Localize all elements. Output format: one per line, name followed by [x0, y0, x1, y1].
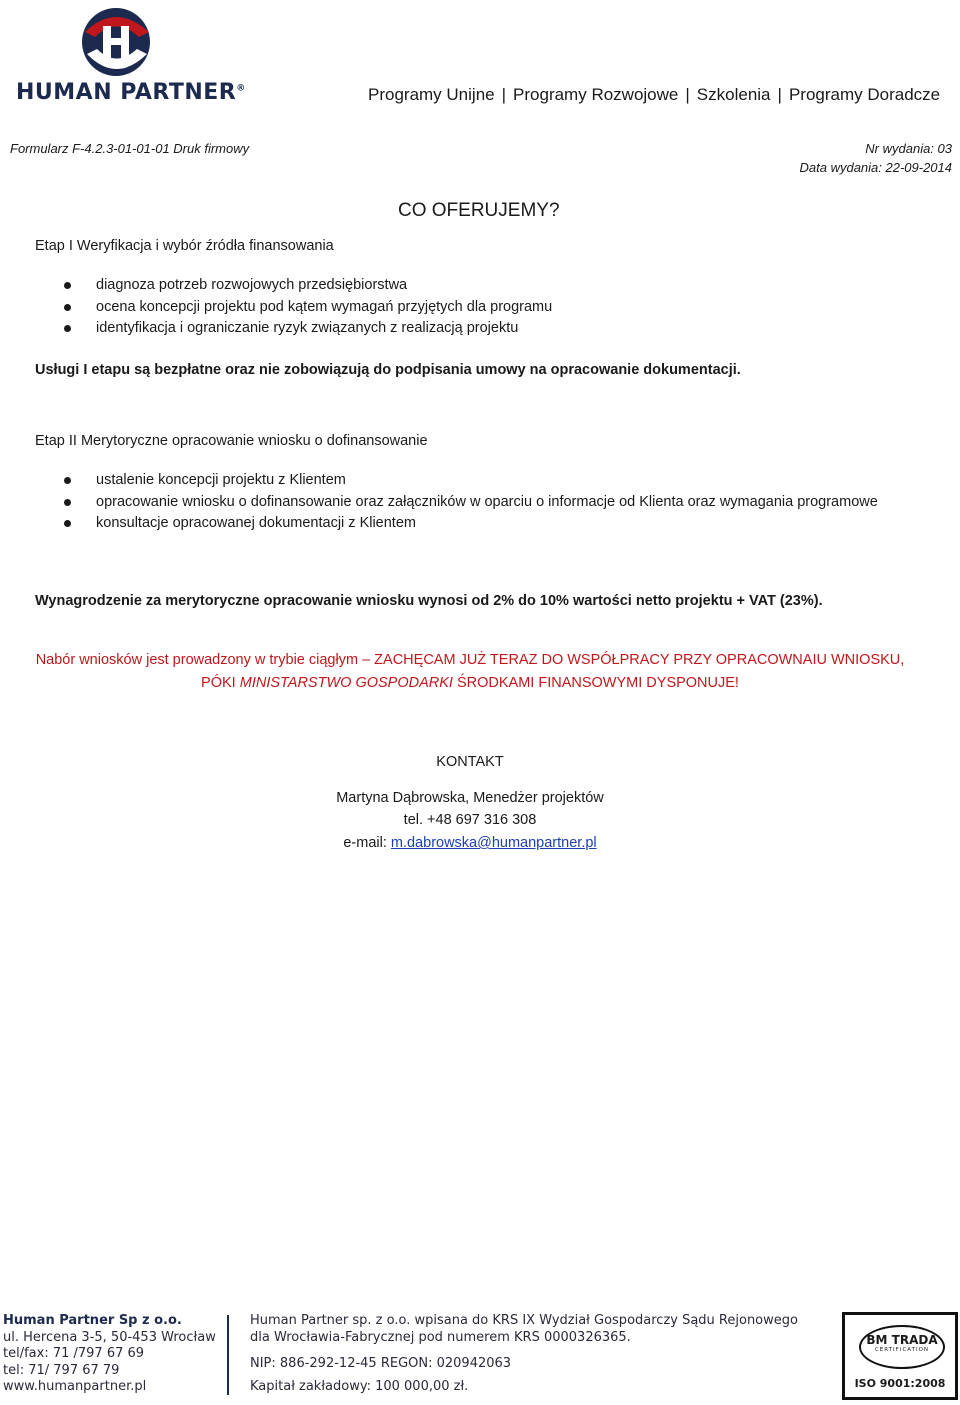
contact-heading: KONTAKT — [436, 754, 504, 770]
footer-nip-regon: NIP: 886-292-12-45 REGON: 020942063 — [250, 1356, 512, 1371]
list-item — [60, 513, 910, 535]
callout-dash: – — [358, 652, 375, 668]
bullet-icon — [64, 282, 71, 289]
stage2-list — [60, 470, 910, 535]
list-item — [60, 492, 910, 514]
issue-number: Nr wydania: 03 — [865, 141, 952, 156]
list-item-text: identyfikacja i ograniczanie ryzyk związanych z realizacją projektu — [96, 320, 519, 336]
list-item — [60, 275, 910, 297]
footer-website: www.humanpartner.pl — [3, 1379, 147, 1394]
bullet-icon — [64, 304, 71, 311]
list-item-text: konsultacje opracowanej dokumentacji z Klientem — [96, 515, 416, 531]
footer-krs-line1: Human Partner sp. z o.o. wpisana do KRS IX Wydział Gospodarczy Sądu Rejonowego — [250, 1313, 798, 1328]
footer-street: ul. Hercena 3-5, 50-453 Wrocław — [3, 1329, 216, 1345]
contact-email — [0, 835, 940, 851]
footer-registration — [250, 1313, 798, 1395]
form-id: Formularz F-4.2.3-01-01-01 Druk firmowy — [10, 141, 250, 156]
tagline-separator: | — [501, 85, 507, 104]
tagline-separator: | — [777, 85, 782, 104]
tagline-item: Programy Rozwojowe — [513, 85, 679, 104]
certificate-name: BM TRADA — [866, 1333, 938, 1347]
company-name: HUMAN PARTNER® — [16, 80, 246, 105]
list-item-text: ustalenie koncepcji projektu z Klientem — [96, 472, 346, 488]
issue-date: Data wydania: 22-09-2014 — [799, 160, 952, 175]
callout-end: ŚRODKAMI FINANSOWYMI DYSPONUJE! — [452, 675, 739, 691]
list-item — [60, 470, 910, 492]
tagline-item: Programy Doradcze — [788, 85, 941, 104]
footer-divider — [227, 1315, 229, 1395]
stage1-title: Etap I Weryfikacja i wybór źródła finansowania — [35, 238, 334, 254]
tagline-item: Programy Unijne — [368, 85, 495, 104]
footer-capital: Kapitał zakładowy: 100 000,00 zł. — [250, 1378, 469, 1394]
fee-note: Wynagrodzenie za merytoryczne opracowanie wniosku wynosi od 2% do 10% wartości netto projektu + VAT (23%). — [35, 593, 823, 609]
callout-lead: Nabór wniosków jest prowadzony w trybie ciągłym — [35, 652, 359, 668]
callout-ministry: MINISTARSTWO GOSPODARKI — [239, 675, 453, 691]
contact-name: Martyna Dąbrowska, Menedżer projektów — [336, 790, 604, 806]
callout — [35, 649, 905, 695]
list-item — [60, 318, 910, 340]
bullet-icon — [64, 499, 71, 506]
offer-heading: CO OFERUJEMY? — [398, 200, 560, 221]
tagline — [368, 85, 940, 105]
list-item-text: ocena koncepcji projektu pod kątem wymagań przyjętych dla programu — [96, 298, 553, 315]
callout-text: ZACHĘCAM JUŻ TERAZ DO WSPÓŁPRACY PRZY OPRACOWNAIU WNIOSKU, PÓKI — [201, 652, 905, 691]
bullet-icon — [64, 325, 71, 332]
tagline-item: Szkolenia — [696, 85, 771, 104]
certificate-standard: ISO 9001:2008 — [854, 1377, 946, 1390]
footer-address — [3, 1313, 216, 1396]
list-item — [60, 297, 910, 319]
contact-phone: tel. +48 697 316 308 — [403, 812, 537, 828]
footer-krs-line2: dla Wrocławia-Fabrycznej pod numerem KRS 0000326365. — [250, 1329, 631, 1345]
list-item-text: opracowanie wniosku o dofinansowanie oraz załączników w oparciu o informacje od Klienta oraz wymagania programowe — [96, 493, 878, 510]
certificate-badge-icon — [842, 1312, 958, 1400]
bullet-icon — [64, 477, 71, 484]
footer-company: Human Partner Sp z o.o. — [3, 1313, 182, 1328]
stage2-title: Etap II Merytoryczne opracowanie wniosku o dofinansowanie — [35, 433, 428, 449]
tagline-separator: | — [685, 85, 690, 104]
email-label: e-mail: — [343, 835, 391, 851]
certificate-seal — [859, 1325, 945, 1369]
certificate-sub: CERTIFICATION — [874, 1347, 930, 1353]
stage1-note: Usługi I etapu są bezpłatne oraz nie zobowiązują do podpisania umowy na opracowanie dokumentacji. — [35, 362, 741, 378]
footer-telfax: tel/fax: 71 /797 67 69 — [3, 1346, 145, 1361]
email-link[interactable]: m.dabrowska@humanpartner.pl — [390, 835, 597, 851]
list-item-text: diagnoza potrzeb rozwojowych przedsiębiorstwa — [96, 277, 408, 293]
bullet-icon — [64, 520, 71, 527]
footer-tel: tel: 71/ 797 67 79 — [3, 1362, 120, 1378]
stage1-list — [60, 275, 910, 340]
